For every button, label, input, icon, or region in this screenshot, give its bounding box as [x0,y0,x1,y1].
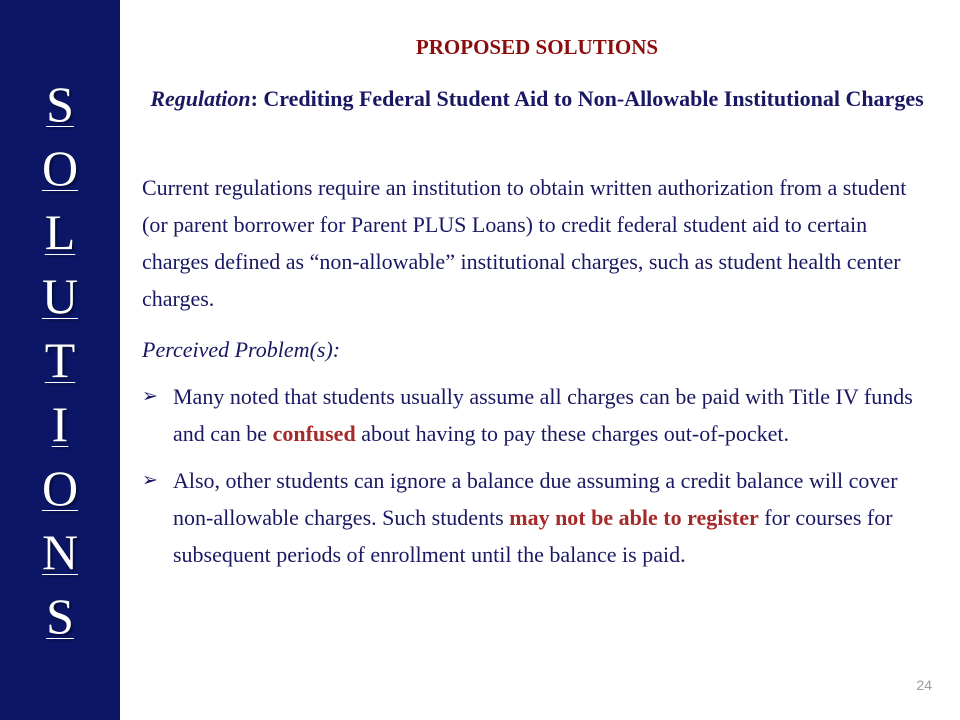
sidebar-letter: O [41,140,79,196]
slide-content [142,0,932,720]
arrow-bullet-icon: ➢ [142,469,158,491]
perceived-problems-label: Perceived Problem(s): [142,337,341,362]
sidebar-letter: T [44,332,76,388]
sidebar-letter: O [41,460,79,516]
sidebar-vertical-word [0,72,120,648]
problem-bullet-text [173,462,932,573]
sidebar-letter: U [41,268,79,324]
bullet-text-after: about having to pay these charges out-of-pocket. [355,421,790,446]
bullet-emphasis: confused [272,421,356,446]
bullet-emphasis: may not be able to register [509,505,759,530]
subtitle-regulation-label: Regulation [150,86,251,111]
bullet-text-after: for courses for subsequent periods of enrollment until the balance is paid. [173,505,893,567]
problem-bullet-item [142,378,932,452]
problem-bullet-item [142,462,932,573]
page-number: 24 [916,677,932,693]
problem-bullet-text [173,378,932,452]
sidebar-letter: S [46,76,74,132]
bullet-text-before: Also, other students can ignore a balance due assuming a credit balance will cover non-allowable charges. Such students [173,468,898,530]
slide-subtitle [142,83,932,114]
sidebar-letter: I [51,396,69,452]
subtitle-topic: : Crediting Federal Student Aid to Non-Allowable Institutional Charges [250,86,924,111]
problem-bullet-list [142,378,932,573]
sidebar-letter: N [41,524,79,580]
bullet-text-before: Many noted that students usually assume all charges can be paid with Title IV funds and can be [173,384,913,446]
sidebar [0,0,120,720]
sidebar-letter: L [44,204,76,260]
slide-title: PROPOSED SOLUTIONS [415,35,659,59]
arrow-bullet-icon: ➢ [142,385,158,407]
current-regulations-paragraph: Current regulations require an institution to obtain written authorization from a student (or parent borrower for Parent PLUS Loans) to credit federal student aid to certain charges defined as “non-allowable” institutional charges, such as student health center charges. [142,175,907,311]
sidebar-letter: S [46,588,74,644]
slide-body [142,169,932,583]
